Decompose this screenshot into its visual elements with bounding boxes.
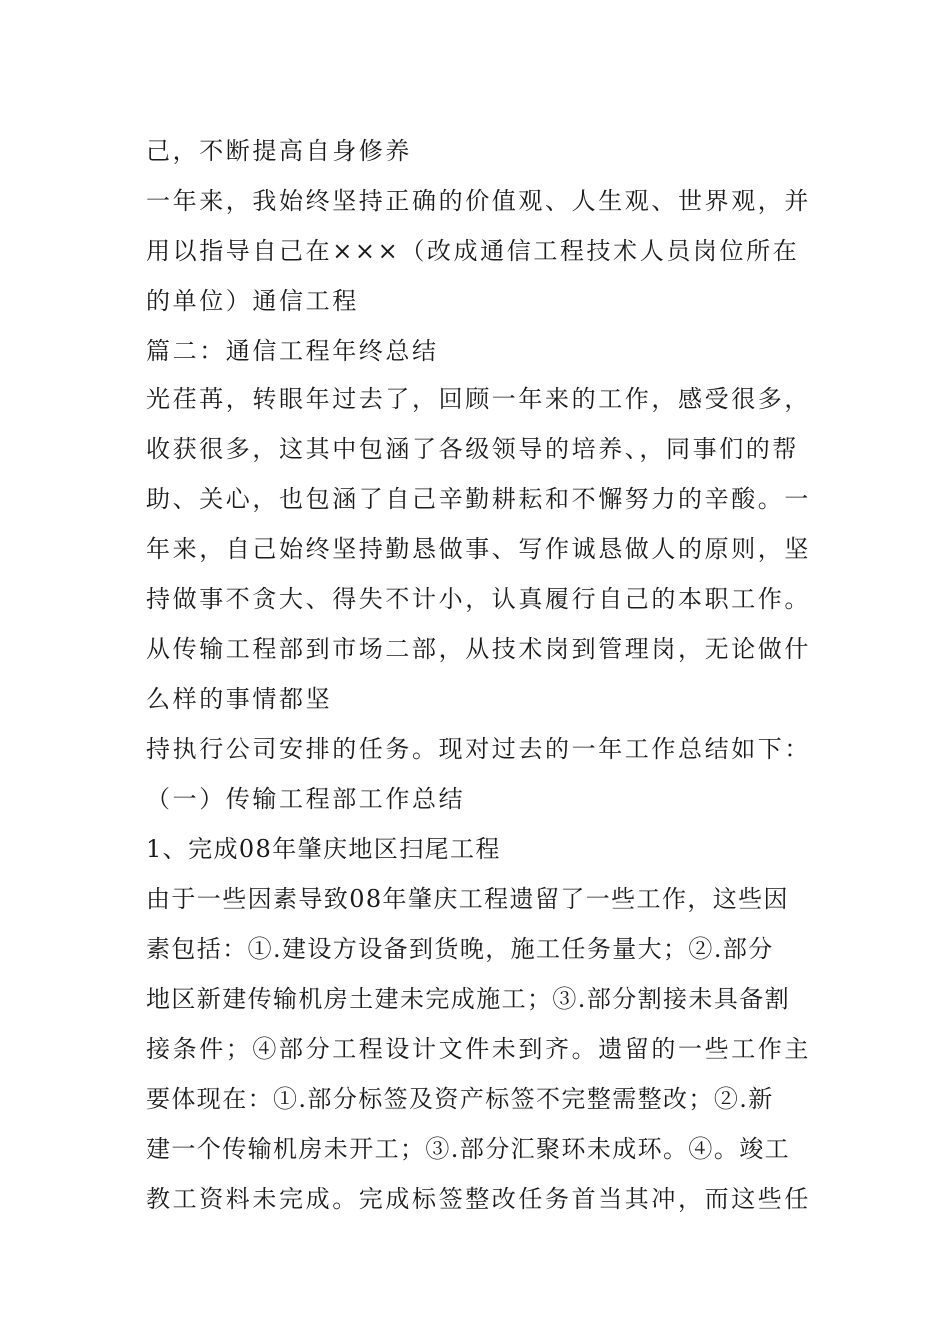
text-line: 用以指导自己在×××（改成通信工程技术人员岗位所在 [146,237,800,265]
text-line: 从传输工程部到市场二部，从技术岗到管理岗，无论做什 [146,635,811,663]
text-line: 持执行公司安排的任务。现对过去的一年工作总结如下： [146,735,811,763]
text-line: 助、关心，也包涵了自己辛勤耕耘和不懈努力的辛酸。一 [146,485,811,513]
text-line: 地区新建传输机房土建未完成施工；③.部分割接未具备割 [146,985,791,1013]
numbered-heading: 1、完成08年肇庆地区扫尾工程 [146,835,501,863]
text-line: 接条件；④部分工程设计文件未到齐。遗留的一些工作主 [146,1035,811,1063]
text-line: 建一个传输机房未开工；③.部分汇聚环未成环。④。竣工 [146,1135,791,1163]
text-line: 么样的事情都坚 [146,685,333,713]
text-line: 的单位）通信工程 [146,287,359,315]
text-line: 教工资料未完成。完成标签整改任务首当其冲，而这些任 [146,1185,811,1213]
section-heading: 篇二：通信工程年终总结 [146,337,439,365]
text-line: 要体现在：①.部分标签及资产标签不完整需整改；②.新 [146,1085,774,1113]
subsection-heading: （一）传输工程部工作总结 [146,785,466,813]
text-line: 持做事不贪大、得失不计小，认真履行自己的本职工作。 [146,585,811,613]
text-line: 由于一些因素导致08年肇庆工程遗留了一些工作，这些因 [146,885,789,913]
text-line: 年来，自己始终坚持勤恳做事、写作诚恳做人的原则，坚 [146,535,811,563]
text-line: 光荏苒，转眼年过去了，回顾一年来的工作，感受很多， [146,385,811,413]
text-line: 一年来，我始终坚持正确的价值观、人生观、世界观，并 [146,187,811,215]
text-line: 收获很多，这其中包涵了各级领导的培养、，同事们的帮 [146,435,799,463]
text-line: 己，不断提高自身修养 [146,137,412,165]
text-line: 素包括：①.建设方设备到货晚，施工任务量大；②.部分 [146,935,774,963]
